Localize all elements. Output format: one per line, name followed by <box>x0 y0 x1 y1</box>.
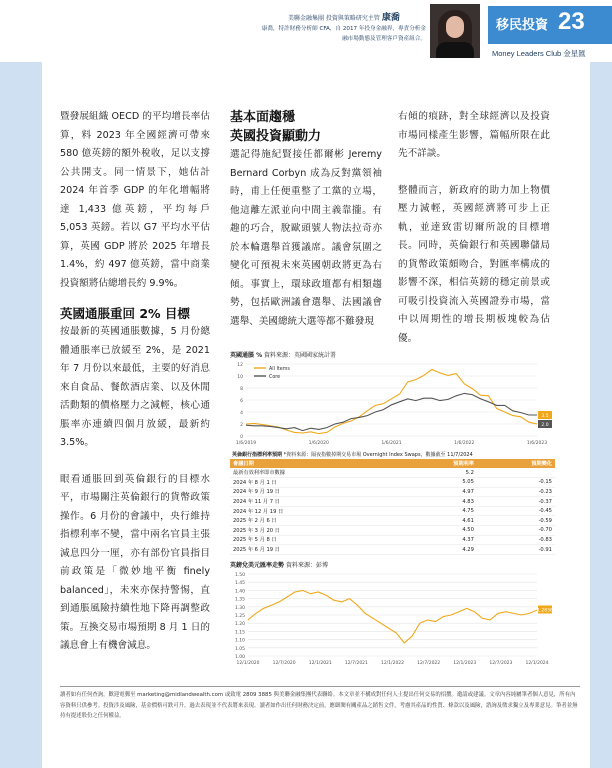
section-heading: 英國通脹重回 2% 目標 <box>60 306 190 321</box>
table-cell: -0.70 <box>477 526 555 536</box>
x-tick-label: 1/6/2023 <box>526 441 548 446</box>
y-tick-label: 12 <box>237 363 243 368</box>
chart-source: 資料來源：彭博 <box>285 562 328 569</box>
table-cell: 4.75 <box>399 506 477 516</box>
table-title: 英倫銀行指標利率預期 <box>232 452 283 458</box>
table-cell: 2025 年 6 月 19 日 <box>230 545 399 555</box>
page-header <box>0 0 612 62</box>
table-row <box>230 497 555 507</box>
paragraph: 暨發展組織 OECD 的平均增長率估算，料 2023 年全國經濟可帶來 580 億英鎊的額外稅收，足以支撐公共開支。同一情景下，她估計 2024 年首季 GDP 的年化增幅將達 1,433 億英鎊，平均每戶 5,053 英鎊。若以 G7 平均水平估算，英國 GDP 將於 2025 年增長 1.4%，約 497 億英鎊，當中商業投資額將佔總增長約 9.9%。 <box>60 111 210 289</box>
series-line <box>248 590 537 643</box>
table-cell: 2025 年 3 月 20 日 <box>230 526 399 536</box>
chart-title: 英國通脹 % <box>230 352 263 359</box>
legend-label: Core <box>269 375 281 380</box>
table-row <box>230 516 555 526</box>
y-tick-label: 0 <box>240 435 243 440</box>
author-title <box>288 10 400 23</box>
table-row <box>230 478 555 488</box>
x-tick-label: 12/1/2021 <box>308 661 332 666</box>
y-tick-label: 1.10 <box>234 638 245 644</box>
table-cell <box>477 468 555 478</box>
x-tick-label: 1/6/2020 <box>308 441 329 446</box>
article-column-3 <box>398 108 550 348</box>
table-cell: 最新有效利率即市數據 <box>230 468 399 478</box>
author-photo <box>430 4 480 58</box>
y-tick-label: 1.20 <box>234 622 245 628</box>
section-title: 移民投資 <box>496 18 549 33</box>
table-cell: 4.50 <box>399 526 477 536</box>
table-cell: 2024 年 12 月 19 日 <box>230 506 399 516</box>
paragraph: 右傾的痕跡，對全球經濟以及投資市場同樣產生影響，篇幅所限在此先不詳談。 <box>398 111 550 159</box>
x-tick-label: 12/1/2024 <box>525 661 549 666</box>
x-tick-label: 12/1/2023 <box>453 661 477 666</box>
author-org: 美聯金融集團 投資與策略研究主管 <box>288 15 382 22</box>
table-row <box>230 526 555 536</box>
author-name: 康喬 <box>381 13 400 23</box>
divider <box>60 686 580 687</box>
section-heading: 基本面趨穩 英國投資顯動力 <box>230 110 322 144</box>
inflation-chart <box>230 358 555 448</box>
table-cell: 5.2 <box>399 468 477 478</box>
table-cell: -0.59 <box>477 516 555 526</box>
side-band-right <box>590 62 612 768</box>
table-cell: 2025 年 5 月 8 日 <box>230 535 399 545</box>
article-column-2 <box>230 108 382 331</box>
side-band-left <box>0 62 42 768</box>
y-tick-label: 1.25 <box>234 614 245 619</box>
table-row <box>230 535 555 545</box>
table-cell: 4.61 <box>399 516 477 526</box>
y-tick-label: 10 <box>237 375 243 380</box>
table-row <box>230 487 555 497</box>
paragraph: 整體而言，新政府的助力加上物價壓力減輕，英國經濟將可步上正軌，並達致雷切爾所說的目標增長。同時，英倫銀行和英國聯儲局的貨幣政策頗吻合，對匯率構成的影響不深，相信英鎊的穩定前景或可吸引投資流入英國證券市場，當中以周期性的增長期板塊較為佔優。 <box>398 184 550 344</box>
table-cell: -0.37 <box>477 497 555 507</box>
article-column-1 <box>60 108 210 656</box>
table-header: 預期變化 <box>477 459 555 468</box>
y-tick-label: 1.35 <box>234 597 245 603</box>
y-tick-label: 8 <box>240 387 243 392</box>
club-name: Money Leaders Club 金星匯 <box>492 49 586 58</box>
x-tick-label: 12/7/2021 <box>344 661 368 666</box>
table-cell: -0.45 <box>477 506 555 516</box>
y-tick-label: 1.40 <box>234 589 245 595</box>
x-tick-label: 12/7/2023 <box>489 661 513 666</box>
table-cell: 4.97 <box>399 487 477 497</box>
x-tick-label: 12/1/2022 <box>380 661 405 666</box>
end-value-label: 3.5 <box>541 414 549 419</box>
table-cell: 2024 年 11 月 7 日 <box>230 497 399 507</box>
x-tick-label: 1/6/2021 <box>381 441 402 446</box>
x-tick-label: 12/7/2020 <box>272 661 296 666</box>
y-tick-label: 1.45 <box>234 581 245 587</box>
x-tick-label: 1/6/2022 <box>454 441 475 446</box>
chart-title: 英鎊兌美元匯率走勢 <box>230 562 285 569</box>
rate-expectation-table <box>230 450 555 555</box>
y-tick-label: 1.00 <box>234 655 245 660</box>
table-cell: -0.91 <box>477 545 555 555</box>
x-tick-label: 12/7/2022 <box>417 661 441 666</box>
page-number: 23 <box>558 8 585 35</box>
table-cell: -0.23 <box>477 487 555 497</box>
table-header: 會議日期 <box>230 459 399 468</box>
table-row <box>230 545 555 555</box>
legend-label: All Items <box>269 367 290 372</box>
fx-chart <box>230 568 555 668</box>
table-cell: 4.83 <box>399 497 477 507</box>
table-cell: 4.29 <box>399 545 477 555</box>
table-cell: -0.15 <box>477 478 555 488</box>
chart-source: 資料來源：英國國家統計署 <box>264 352 337 359</box>
table-cell: 5.05 <box>399 478 477 488</box>
table-cell: 2024 年 8 月 1 日 <box>230 478 399 488</box>
x-tick-label: 1/6/2019 <box>235 441 257 446</box>
paragraph: 眼看通脹回到英倫銀行的目標水平，市場關注英倫銀行的貨幣政策操作。6 月份的會議中，央行維持指標利率不變，當中兩名官員主張減息四分一厘，亦有部份官員指目前政策是「微妙地平衡 finely balanced」，未來亦保持警惕，直到通脹風險持續性地下降再調整政策。互換交易市場預期 8 月 1 日的議息會上有機會減息。 <box>60 473 210 651</box>
y-tick-label: 1.50 <box>234 573 245 578</box>
table-header: 預期利率 <box>399 459 477 468</box>
table-row <box>230 468 555 478</box>
table-source: *資料來源：隔夜指數掉期交易市場 Overnight Index Swaps，數據截至 11/7/2024 <box>283 452 473 458</box>
table-cell: -0.83 <box>477 535 555 545</box>
y-tick-label: 1.05 <box>234 646 245 652</box>
x-tick-label: 12/1/2020 <box>236 661 260 666</box>
paragraph: 選記得施紀賢接任都爾彬 Jeremy Bernard Corbyn 成為反對黨領袖時，甫上任便重整了工黨的立場，他這離左派並向中間主義靠攏。有趣的巧合，脫歐頭號人物法拉奇亦於本輪選舉首獲議席。議會氛圍之變化可預視未來英國朝政將更為右傾。事實上，環球政壇都有相類趨勢，包括歐洲議會選舉、法國議會選舉、美國總統大選等都不難發現 <box>230 149 382 327</box>
y-tick-label: 4 <box>240 411 243 416</box>
table-row <box>230 506 555 516</box>
author-bio: 康喬，特許財務分析師 CFA，自 2017 年投身金融界，專責分析金融市場動態及管理客戶資產組合。 <box>261 26 426 42</box>
y-tick-label: 1.15 <box>234 630 245 636</box>
y-tick-label: 1.30 <box>234 605 245 611</box>
table-cell: 2025 年 2 月 6 日 <box>230 516 399 526</box>
end-value-label: 1.2836 <box>537 608 553 614</box>
paragraph: 按最新的英國通脹數據，5 月份總體通脹率已放緩至 2%，是 2021 年 7 月份以來最低，主要的好消息來自食品、餐飲酒店業、以及休閒活動類的價格壓力之減輕，核心通脹率亦連續四個月放緩，最新約 3.5%。 <box>60 326 210 448</box>
table-cell: 2024 年 9 月 19 日 <box>230 487 399 497</box>
y-tick-label: 6 <box>240 399 243 404</box>
end-value-label: 2.0 <box>541 423 549 428</box>
disclaimer: 讀者如有任何查詢，歡迎電郵至 marketing@midlandwealth.com 或致電 2809 3885 與美聯金融集團代表聯絡。本文章並不構成對任何人士提出任何交易的招攬。邀請或建議。文章內容純屬筆者個人意見，所有內容資料只供參考。投資涉及風險，基金價格可跌可升。過去表現並不代表將來表現。讀者如作出任何財務決定前，應細閱有關產品之銷售文件，考慮其產品的性質、條款以及風險，諮詢及徵求獨立及專業意見。筆者並無持有提述股份之任何權益。 <box>60 692 578 719</box>
y-tick-label: 2 <box>240 423 243 428</box>
table-cell: 4.37 <box>399 535 477 545</box>
